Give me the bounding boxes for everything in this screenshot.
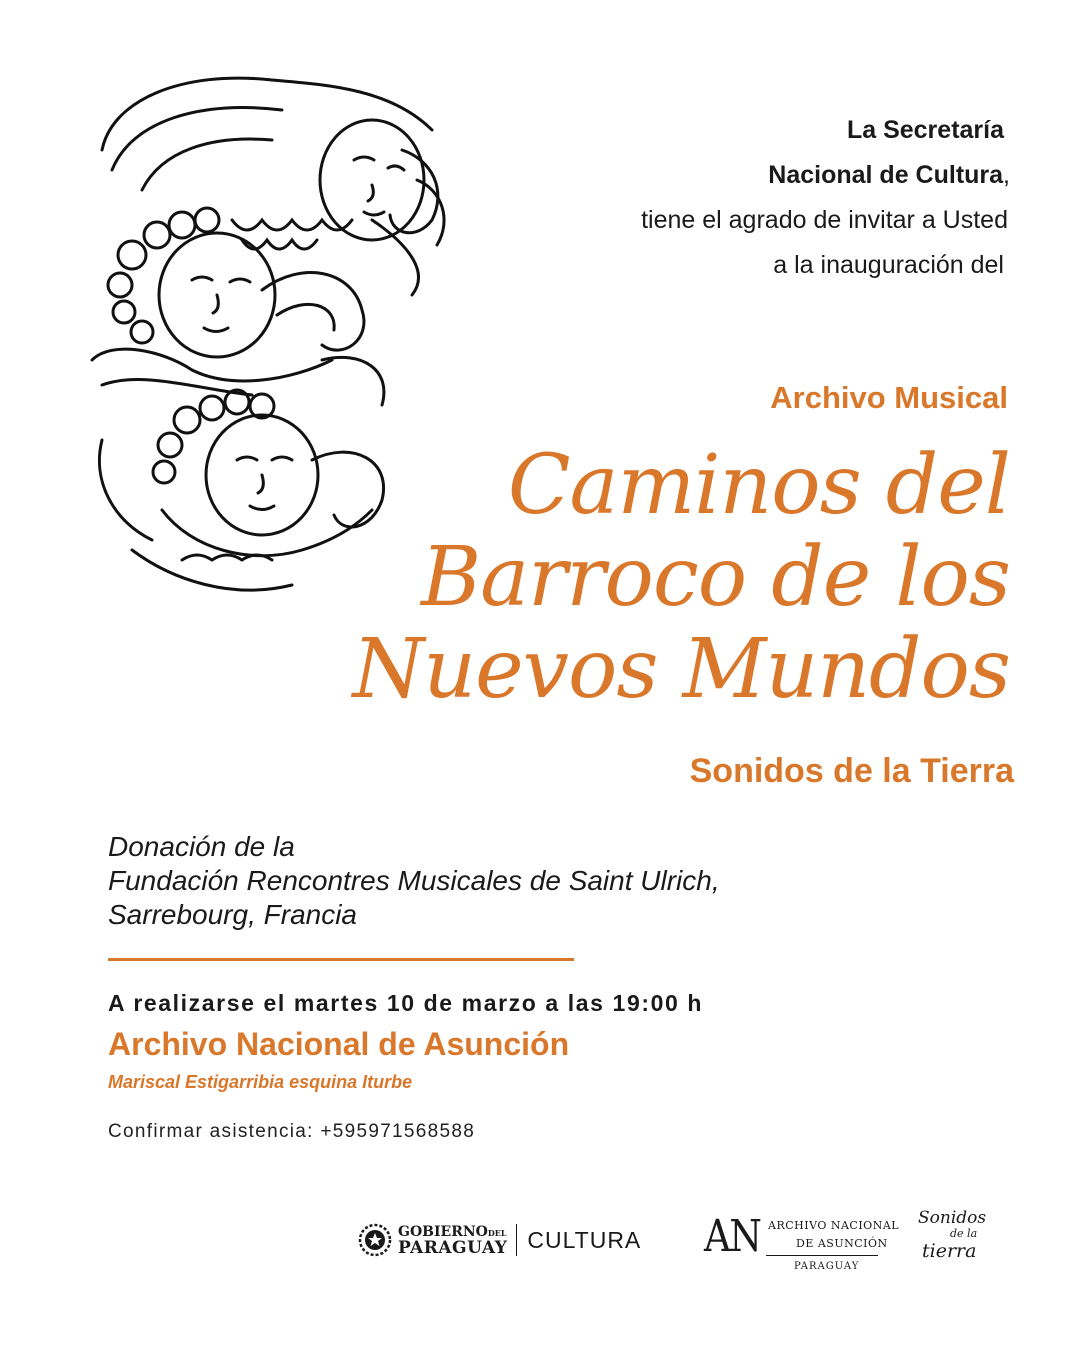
intro-line-2 [484,153,1010,198]
gov-line-1-small: DEL [487,1227,507,1238]
cultura-wordmark: CULTURA [527,1226,642,1253]
sponsor-logos [0,1195,1080,1285]
intro-line-4: a la inauguración del [773,251,1004,279]
donation-line-3: Sarrebourg, Francia [108,899,358,930]
sonidos-de-la-tierra-logo [914,1203,994,1263]
paraguay-seal-icon [358,1223,392,1257]
sdt-line-1: Sonidos [918,1208,987,1228]
event-subtitle: Sonidos de la Tierra [689,752,1014,790]
an-line-2: DE ASUNCIÓN [796,1237,888,1250]
gov-line-1: GOBIERNO [398,1223,488,1240]
title-line-2: Barroco de los [420,530,1010,625]
event-date-time: A realizarse el martes 10 de marzo a las 19:00 h [108,990,704,1016]
archivo-nacional-logo [704,1205,900,1275]
gov-line-2: PARAGUAY [398,1237,508,1258]
logo-separator [516,1224,517,1256]
event-title [310,440,1010,716]
event-address: Mariscal Estigarribia esquina Iturbe [108,1072,413,1092]
title-line-1: Caminos del [507,438,1010,533]
donation-line-2: Fundación Rencontres Musicales de Saint Ulrich, [108,865,720,896]
title-line-3: Nuevos Mundos [352,622,1010,717]
kicker-heading: Archivo Musical [770,380,1008,415]
rsvp-text: Confirmar asistencia: +595971568588 [108,1121,476,1142]
an-line-3: PARAGUAY [794,1261,860,1272]
sdt-line-2: de la [950,1227,978,1240]
intro-line-2-bold: Nacional de Cultura [768,161,1004,189]
intro-line-2-rest: , [1003,161,1010,189]
invitation-intro [484,108,1010,288]
donation-text [108,830,720,932]
divider-rule [108,958,574,961]
intro-line-1: La Secretaría [846,116,1004,144]
intro-line-3: tiene el agrado de invitar a Usted [641,206,1008,234]
sdt-line-3: tierra [922,1240,977,1262]
event-venue: Archivo Nacional de Asunción [108,1026,570,1062]
an-monogram: AN [704,1211,761,1262]
gobierno-paraguay-cultura-logo [358,1217,641,1263]
an-divider [766,1255,878,1256]
donation-line-1: Donación de la [108,831,295,862]
gobierno-paraguay-wordmark [398,1225,507,1256]
an-line-1: ARCHIVO NACIONAL [768,1219,900,1232]
